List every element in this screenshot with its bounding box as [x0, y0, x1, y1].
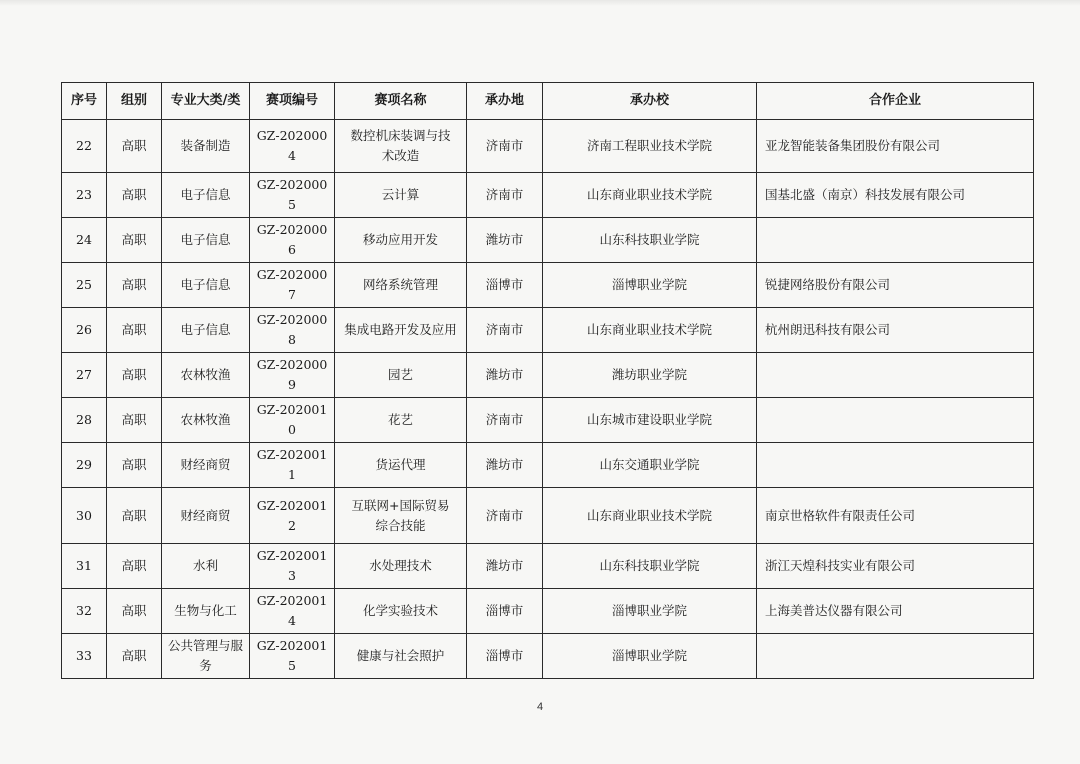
header-cell: 组别	[107, 83, 162, 120]
cell-city: 济南市	[467, 398, 543, 443]
cell-name: 互联网+国际贸易综合技能	[335, 488, 467, 544]
cell-name: 云计算	[335, 173, 467, 218]
cell-no: 24	[62, 218, 107, 263]
cell-category: 电子信息	[162, 218, 250, 263]
cell-company	[757, 398, 1034, 443]
cell-company	[757, 218, 1034, 263]
cell-city: 潍坊市	[467, 353, 543, 398]
cell-company: 杭州朗迅科技有限公司	[757, 308, 1034, 353]
cell-category: 财经商贸	[162, 443, 250, 488]
cell-company	[757, 353, 1034, 398]
cell-group: 高职	[107, 353, 162, 398]
cell-code: GZ-2020010	[250, 398, 335, 443]
table-row	[62, 488, 1034, 544]
cell-code: GZ-2020008	[250, 308, 335, 353]
cell-group: 高职	[107, 589, 162, 634]
cell-city: 潍坊市	[467, 544, 543, 589]
cell-code: GZ-2020004	[250, 120, 335, 173]
cell-name: 健康与社会照护	[335, 634, 467, 679]
cell-no: 27	[62, 353, 107, 398]
table-row	[62, 634, 1034, 679]
cell-group: 高职	[107, 443, 162, 488]
cell-category: 农林牧渔	[162, 398, 250, 443]
cell-no: 30	[62, 488, 107, 544]
cell-group: 高职	[107, 398, 162, 443]
cell-name: 网络系统管理	[335, 263, 467, 308]
cell-code: GZ-2020005	[250, 173, 335, 218]
cell-category: 财经商贸	[162, 488, 250, 544]
cell-name: 园艺	[335, 353, 467, 398]
cell-school: 山东商业职业技术学院	[543, 308, 757, 353]
cell-code: GZ-2020011	[250, 443, 335, 488]
table-row	[62, 308, 1034, 353]
cell-category: 农林牧渔	[162, 353, 250, 398]
cell-company: 上海美普达仪器有限公司	[757, 589, 1034, 634]
cell-no: 29	[62, 443, 107, 488]
cell-company: 南京世格软件有限责任公司	[757, 488, 1034, 544]
cell-code: GZ-2020014	[250, 589, 335, 634]
cell-school: 山东城市建设职业学院	[543, 398, 757, 443]
header-cell: 承办校	[543, 83, 757, 120]
cell-no: 28	[62, 398, 107, 443]
cell-school: 山东科技职业学院	[543, 218, 757, 263]
cell-code: GZ-2020007	[250, 263, 335, 308]
cell-city: 淄博市	[467, 634, 543, 679]
cell-city: 济南市	[467, 120, 543, 173]
page-number: 4	[536, 701, 544, 713]
cell-school: 山东商业职业技术学院	[543, 173, 757, 218]
cell-no: 23	[62, 173, 107, 218]
cell-name: 花艺	[335, 398, 467, 443]
table-row	[62, 218, 1034, 263]
header-cell: 序号	[62, 83, 107, 120]
table-row	[62, 263, 1034, 308]
cell-school: 山东交通职业学院	[543, 443, 757, 488]
cell-no: 26	[62, 308, 107, 353]
cell-code: GZ-2020009	[250, 353, 335, 398]
cell-group: 高职	[107, 173, 162, 218]
cell-category: 装备制造	[162, 120, 250, 173]
cell-group: 高职	[107, 218, 162, 263]
cell-code: GZ-2020006	[250, 218, 335, 263]
cell-no: 25	[62, 263, 107, 308]
cell-company	[757, 443, 1034, 488]
table-row	[62, 398, 1034, 443]
table-body	[62, 120, 1034, 679]
cell-category: 生物与化工	[162, 589, 250, 634]
header-cell: 赛项名称	[335, 83, 467, 120]
header-row	[62, 83, 1034, 120]
cell-category: 电子信息	[162, 173, 250, 218]
cell-name: 水处理技术	[335, 544, 467, 589]
table-row	[62, 173, 1034, 218]
table-row	[62, 443, 1034, 488]
cell-school: 淄博职业学院	[543, 263, 757, 308]
cell-name: 化学实验技术	[335, 589, 467, 634]
cell-school: 山东商业职业技术学院	[543, 488, 757, 544]
cell-group: 高职	[107, 544, 162, 589]
header-cell: 合作企业	[757, 83, 1034, 120]
cell-category: 水利	[162, 544, 250, 589]
cell-school: 淄博职业学院	[543, 634, 757, 679]
cell-no: 22	[62, 120, 107, 173]
table-row	[62, 544, 1034, 589]
cell-name: 数控机床装调与技术改造	[335, 120, 467, 173]
cell-no: 31	[62, 544, 107, 589]
table-row	[62, 353, 1034, 398]
page-edge	[0, 0, 1080, 6]
cell-group: 高职	[107, 263, 162, 308]
header-cell: 赛项编号	[250, 83, 335, 120]
cell-group: 高职	[107, 634, 162, 679]
cell-category: 电子信息	[162, 308, 250, 353]
cell-city: 济南市	[467, 488, 543, 544]
contest-table	[61, 82, 1034, 679]
cell-city: 济南市	[467, 173, 543, 218]
cell-city: 淄博市	[467, 589, 543, 634]
cell-city: 淄博市	[467, 263, 543, 308]
cell-company: 锐捷网络股份有限公司	[757, 263, 1034, 308]
cell-school: 济南工程职业技术学院	[543, 120, 757, 173]
table-row	[62, 589, 1034, 634]
cell-code: GZ-2020015	[250, 634, 335, 679]
cell-school: 山东科技职业学院	[543, 544, 757, 589]
cell-no: 32	[62, 589, 107, 634]
cell-category: 电子信息	[162, 263, 250, 308]
cell-code: GZ-2020013	[250, 544, 335, 589]
cell-name: 移动应用开发	[335, 218, 467, 263]
cell-school: 潍坊职业学院	[543, 353, 757, 398]
header-cell: 专业大类/类	[162, 83, 250, 120]
cell-city: 济南市	[467, 308, 543, 353]
cell-code: GZ-2020012	[250, 488, 335, 544]
cell-company: 浙江天煌科技实业有限公司	[757, 544, 1034, 589]
cell-name: 集成电路开发及应用	[335, 308, 467, 353]
header-cell: 承办地	[467, 83, 543, 120]
cell-no: 33	[62, 634, 107, 679]
table-row	[62, 120, 1034, 173]
cell-category: 公共管理与服务	[162, 634, 250, 679]
cell-name: 货运代理	[335, 443, 467, 488]
cell-group: 高职	[107, 120, 162, 173]
cell-company	[757, 634, 1034, 679]
cell-company: 国基北盛（南京）科技发展有限公司	[757, 173, 1034, 218]
cell-company: 亚龙智能装备集团股份有限公司	[757, 120, 1034, 173]
cell-group: 高职	[107, 488, 162, 544]
cell-school: 淄博职业学院	[543, 589, 757, 634]
cell-city: 潍坊市	[467, 443, 543, 488]
cell-group: 高职	[107, 308, 162, 353]
cell-city: 潍坊市	[467, 218, 543, 263]
